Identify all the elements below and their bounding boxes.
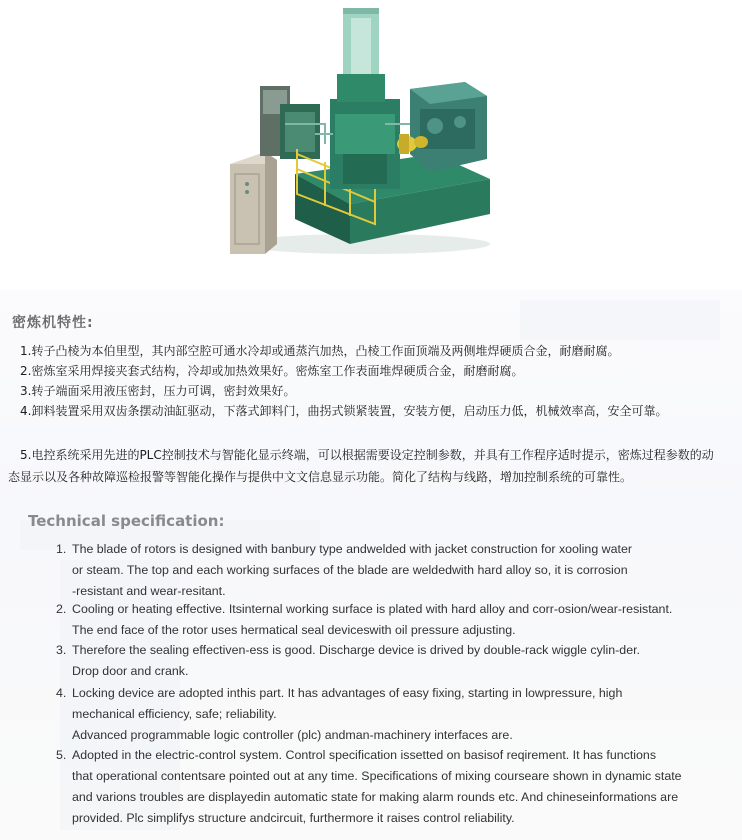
spec-item-line: Adopted in the electric-control system. Control specification issetted on basisof reqirement. It has functions — [72, 748, 657, 762]
spec-item-line: and varions troubles are displayedin automatic state for making alarm rounds etc. And chineseinformations are — [72, 790, 679, 804]
spec-item-line: Therefore the sealing effectiven-ess is good. Discharge device is drived by double-rack wiggle cylin-der. — [72, 643, 640, 657]
spec-item — [56, 599, 736, 641]
feature-item: 2.密炼室采用焊接夹套式结构，冷却或加热效果好。密炼室工作表面堆焊硬质合金，耐磨耐腐。 — [20, 364, 524, 378]
spec-item-line: The blade of rotors is designed with banbury type andwelded with jacket construction for xooling water — [72, 542, 632, 556]
spec-item-line: Locking device are adopted inthis part. It has advantages of easy fixing, starting in lowpressure, high — [72, 686, 623, 700]
spec-item-number: 2. — [56, 602, 67, 616]
spec-item-line: Advanced programmable logic controller (plc) andman-machinery interfaces are. — [72, 728, 513, 742]
feature-item: 4.卸料装置采用双齿条摆动油缸驱动，下落式卸料门，曲拐式锁紧装置，安装方便，启动压力低，机械效率高，安全可靠。 — [20, 404, 668, 418]
ram-cylinder — [337, 8, 385, 102]
gearbox — [410, 82, 487, 172]
spec-item — [56, 640, 736, 682]
spec-item-line: provided. Plc simplifys structure andcircuit, furthermore it raises control reliability. — [72, 811, 515, 825]
mixer-chamber — [330, 99, 400, 189]
spec-item-number: 3. — [56, 643, 67, 657]
spec-item-number: 4. — [56, 686, 67, 700]
section-title-cn: 密炼机特性: — [12, 315, 94, 331]
feature-item: 3.转子端面采用液压密封，压力可调，密封效果好。 — [20, 384, 296, 398]
control-cabinet — [230, 152, 277, 254]
spec-item-line: or steam. The top and each working surfaces of the blade are weldedwith hard alloy so, it is corrosion — [72, 563, 628, 577]
feature-item: 5.电控系统采用先进的PLC控制技术与智能化显示终端，可以根据需要设定控制参数，并具有工作程序适时提示，密炼过程参数的动态显示以及各种故障巡检报警等智能化操作与提供中文文信息显示功能。简化了结构与线路，增加控制系统的可靠性。 — [8, 448, 714, 484]
spec-item-line: -resistant and wear-resitant. — [72, 584, 226, 598]
internal-mixer-machine-image — [225, 4, 495, 260]
spec-item-line: The end face of the rotor uses hermatical seal deviceswith oil pressure adjusting. — [72, 623, 516, 637]
spec-item-line: Drop door and crank. — [72, 664, 189, 678]
hydraulic-panel — [260, 86, 320, 159]
spec-item — [56, 683, 736, 746]
spec-item-number: 5. — [56, 748, 67, 762]
spec-item — [56, 745, 736, 829]
section-title-en: Technical specification: — [28, 512, 225, 530]
background-streak — [520, 300, 720, 340]
feature-item: 1.转子凸棱为本伯里型，其内部空腔可通水冷却或通蒸汽加热，凸棱工作面顶端及两侧堆焊硬质合金，耐磨耐腐。 — [20, 344, 620, 358]
spec-item-number: 1. — [56, 542, 67, 556]
spec-item-line: Cooling or heating effective. Itsinternal working surface is plated with hard alloy and corr-osion/wear-resistant. — [72, 602, 673, 616]
spec-item — [56, 539, 736, 602]
spec-item-line: mechanical efficiency, safe; reliability. — [72, 707, 277, 721]
spec-item-line: that operational contentsare pointed out at any time. Specifications of mixing courseare shown in dynamic state — [72, 769, 682, 783]
